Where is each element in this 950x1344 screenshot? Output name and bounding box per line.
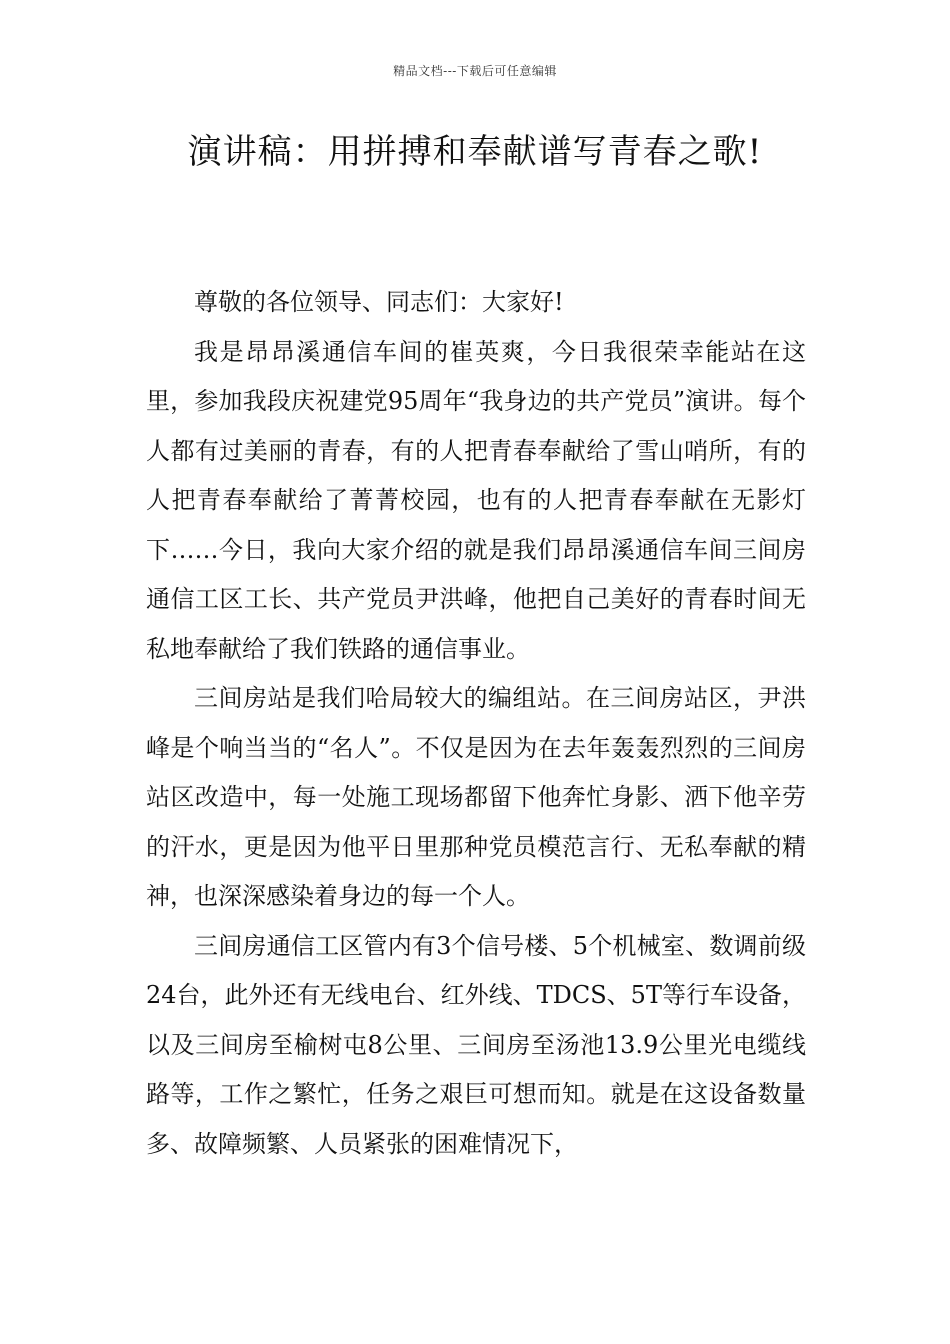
paragraph-greeting: 尊敬的各位领导、同志们：大家好! — [194, 288, 564, 316]
document-body — [146, 278, 806, 1169]
paragraph-workload: 三间房通信工区管内有3个信号楼、5个机械室、数调前级24台，此外还有无线电台、红外线、TDCS、5T等行车设备，以及三间房至榆树屯8公里、三间房至汤池13.9公里光电缆线路等，工作之繁忙，任务之艰巨可想而知。就是在这设备数量多、故障频繁、人员紧张的困难情况下， — [146, 931, 806, 1158]
header-note: 精品文档---下载后可任意编辑 — [393, 64, 557, 78]
document-title: 演讲稿：用拼搏和奉献谱写青春之歌! — [187, 132, 763, 172]
paragraph-station: 三间房站是我们哈局较大的编组站。在三间房站区，尹洪峰是个响当当的“名人”。不仅是因为在去年轰轰烈烈的三间房站区改造中，每一处施工现场都留下他奔忙身影、洒下他辛劳的汗水，更是因为他平日里那种党员模范言行、无私奉献的精神，也深深感染着身边的每一个人。 — [146, 684, 806, 910]
paragraph-introduction: 我是昂昂溪通信车间的崔英爽，今日我很荣幸能站在这里，参加我段庆祝建党95周年“我身边的共产党员”演讲。每个人都有过美丽的青春，有的人把青春奉献给了雪山哨所，有的人把青春奉献给了菁菁校园，也有的人把青春奉献在无影灯下……今日，我向大家介绍的就是我们昂昂溪通信车间三间房通信工区工长、共产党员尹洪峰，他把自己美好的青春时间无私地奉献给了我们铁路的通信事业。 — [146, 337, 806, 663]
